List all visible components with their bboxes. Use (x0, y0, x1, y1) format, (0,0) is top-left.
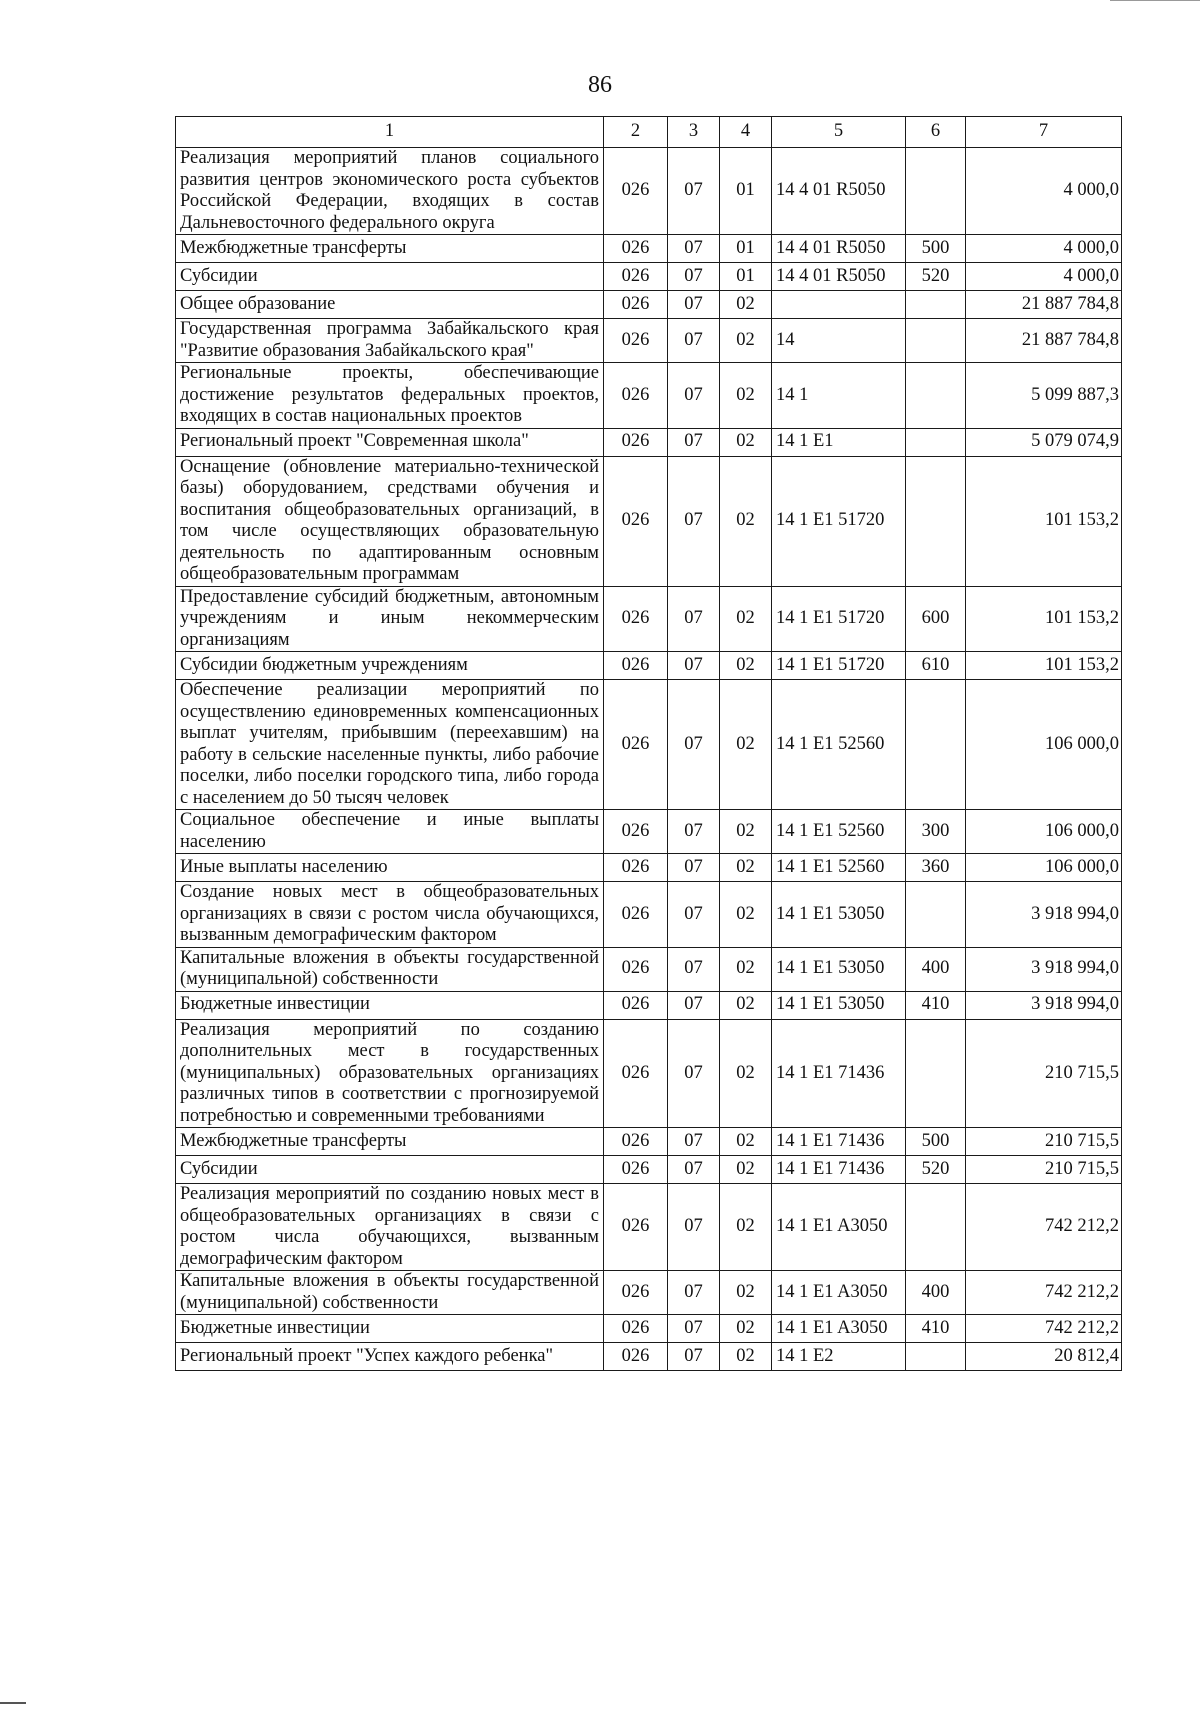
section-code: 07 (668, 428, 720, 456)
amount: 106 000,0 (966, 810, 1122, 854)
amount: 106 000,0 (966, 680, 1122, 810)
admin-code: 026 (604, 652, 668, 680)
subsection-code: 02 (720, 810, 772, 854)
header-cell: 4 (720, 117, 772, 148)
admin-code: 026 (604, 1315, 668, 1343)
subsection-code: 01 (720, 235, 772, 263)
section-code: 07 (668, 1271, 720, 1315)
section-code: 07 (668, 1019, 720, 1128)
subsection-code: 02 (720, 1184, 772, 1271)
item-name: Субсидии (176, 263, 604, 291)
table-row (176, 363, 1122, 429)
header-cell: 5 (772, 117, 906, 148)
admin-code: 026 (604, 882, 668, 948)
target-code: 14 1 E1 52560 (772, 854, 906, 882)
budget-table (175, 116, 1122, 1371)
subsection-code: 02 (720, 456, 772, 586)
expense-type-code: 520 (906, 263, 966, 291)
amount: 3 918 994,0 (966, 947, 1122, 991)
section-code: 07 (668, 652, 720, 680)
item-name: Региональные проекты, обеспечивающие достижение результатов федеральных проектов, входящих в состав национальных проектов (176, 363, 604, 429)
table-row (176, 1271, 1122, 1315)
item-name: Реализация мероприятий по созданию дополнительных мест в государственных (муниципальных) образовательных организациях различных типов в соответствии с прогнозируемой потребностью и современными требованиями (176, 1019, 604, 1128)
subsection-code: 02 (720, 363, 772, 429)
item-name: Государственная программа Забайкальского края "Развитие образования Забайкальского края" (176, 319, 604, 363)
expense-type-code (906, 363, 966, 429)
expense-type-code: 610 (906, 652, 966, 680)
admin-code: 026 (604, 586, 668, 652)
item-name: Оснащение (обновление материально-технической базы) оборудованием, средствами обучения и воспитания общеобразовательных организаций, в том числе осуществляющих образовательную деятельность по адаптированным основным общеобразовательным программам (176, 456, 604, 586)
table-row (176, 1343, 1122, 1371)
expense-type-code (906, 319, 966, 363)
admin-code: 026 (604, 1156, 668, 1184)
table-row (176, 148, 1122, 235)
target-code (772, 291, 906, 319)
amount: 5 099 887,3 (966, 363, 1122, 429)
target-code: 14 1 E1 A3050 (772, 1184, 906, 1271)
expense-type-code (906, 148, 966, 235)
admin-code: 026 (604, 1184, 668, 1271)
expense-type-code (906, 456, 966, 586)
target-code: 14 1 E1 (772, 428, 906, 456)
item-name: Бюджетные инвестиции (176, 1315, 604, 1343)
section-code: 07 (668, 810, 720, 854)
amount: 21 887 784,8 (966, 319, 1122, 363)
expense-type-code (906, 1019, 966, 1128)
admin-code: 026 (604, 291, 668, 319)
table-row (176, 1184, 1122, 1271)
page-number: 86 (588, 72, 612, 98)
table-row (176, 947, 1122, 991)
amount: 210 715,5 (966, 1156, 1122, 1184)
admin-code: 026 (604, 1343, 668, 1371)
table-row (176, 1315, 1122, 1343)
target-code: 14 1 E1 53050 (772, 947, 906, 991)
section-code: 07 (668, 319, 720, 363)
target-code: 14 1 E1 71436 (772, 1128, 906, 1156)
subsection-code: 02 (720, 947, 772, 991)
table-row (176, 1019, 1122, 1128)
expense-type-code: 300 (906, 810, 966, 854)
target-code: 14 1 E1 71436 (772, 1156, 906, 1184)
amount: 4 000,0 (966, 263, 1122, 291)
section-code: 07 (668, 882, 720, 948)
amount: 20 812,4 (966, 1343, 1122, 1371)
admin-code: 026 (604, 854, 668, 882)
admin-code: 026 (604, 319, 668, 363)
section-code: 07 (668, 363, 720, 429)
expense-type-code: 600 (906, 586, 966, 652)
table-row (176, 854, 1122, 882)
item-name: Обеспечение реализации мероприятий по осуществлению единовременных компенсационных выплат учителям, прибывшим (переехавшим) на работу в сельские населенные пункты, либо рабочие поселки, либо поселки городского типа, либо города с населением до 50 тысяч человек (176, 680, 604, 810)
section-code: 07 (668, 1156, 720, 1184)
header-cell: 6 (906, 117, 966, 148)
subsection-code: 01 (720, 148, 772, 235)
table-row (176, 291, 1122, 319)
expense-type-code: 520 (906, 1156, 966, 1184)
target-code: 14 1 E1 52560 (772, 680, 906, 810)
target-code: 14 1 E1 71436 (772, 1019, 906, 1128)
table-row (176, 652, 1122, 680)
item-name: Субсидии (176, 1156, 604, 1184)
item-name: Социальное обеспечение и иные выплаты населению (176, 810, 604, 854)
amount: 742 212,2 (966, 1271, 1122, 1315)
amount: 4 000,0 (966, 235, 1122, 263)
subsection-code: 02 (720, 1156, 772, 1184)
amount: 21 887 784,8 (966, 291, 1122, 319)
expense-type-code (906, 1184, 966, 1271)
subsection-code: 02 (720, 991, 772, 1019)
table-row (176, 586, 1122, 652)
expense-type-code (906, 1343, 966, 1371)
amount: 3 918 994,0 (966, 882, 1122, 948)
target-code: 14 1 E1 51720 (772, 652, 906, 680)
subsection-code: 02 (720, 291, 772, 319)
expense-type-code: 410 (906, 1315, 966, 1343)
expense-type-code: 410 (906, 991, 966, 1019)
amount: 5 079 074,9 (966, 428, 1122, 456)
section-code: 07 (668, 680, 720, 810)
expense-type-code (906, 882, 966, 948)
admin-code: 026 (604, 235, 668, 263)
target-code: 14 1 E2 (772, 1343, 906, 1371)
table-row (176, 456, 1122, 586)
subsection-code: 02 (720, 319, 772, 363)
subsection-code: 02 (720, 586, 772, 652)
subsection-code: 02 (720, 1271, 772, 1315)
target-code: 14 4 01 R5050 (772, 235, 906, 263)
section-code: 07 (668, 991, 720, 1019)
section-code: 07 (668, 235, 720, 263)
section-code: 07 (668, 1343, 720, 1371)
amount: 101 153,2 (966, 456, 1122, 586)
subsection-code: 02 (720, 854, 772, 882)
subsection-code: 02 (720, 652, 772, 680)
item-name: Капитальные вложения в объекты государственной (муниципальной) собственности (176, 1271, 604, 1315)
amount: 742 212,2 (966, 1184, 1122, 1271)
scan-edge-mark (1110, 0, 1200, 1)
section-code: 07 (668, 1128, 720, 1156)
item-name: Реализация мероприятий по созданию новых мест в общеобразовательных организациях в связи с ростом числа обучающихся, вызванным демографическим фактором (176, 1184, 604, 1271)
table-row (176, 319, 1122, 363)
expense-type-code: 360 (906, 854, 966, 882)
item-name: Иные выплаты населению (176, 854, 604, 882)
admin-code: 026 (604, 1019, 668, 1128)
table-row (176, 235, 1122, 263)
admin-code: 026 (604, 148, 668, 235)
table-row (176, 991, 1122, 1019)
item-name: Общее образование (176, 291, 604, 319)
amount: 4 000,0 (966, 148, 1122, 235)
target-code: 14 1 E1 A3050 (772, 1271, 906, 1315)
target-code: 14 (772, 319, 906, 363)
expense-type-code (906, 680, 966, 810)
item-name: Капитальные вложения в объекты государственной (муниципальной) собственности (176, 947, 604, 991)
item-name: Межбюджетные трансферты (176, 235, 604, 263)
table-row (176, 810, 1122, 854)
table-row (176, 263, 1122, 291)
amount: 210 715,5 (966, 1019, 1122, 1128)
expense-type-code (906, 291, 966, 319)
section-code: 07 (668, 456, 720, 586)
section-code: 07 (668, 291, 720, 319)
item-name: Субсидии бюджетным учреждениям (176, 652, 604, 680)
target-code: 14 1 E1 53050 (772, 991, 906, 1019)
table-row (176, 428, 1122, 456)
admin-code: 026 (604, 1128, 668, 1156)
section-code: 07 (668, 1184, 720, 1271)
item-name: Межбюджетные трансферты (176, 1128, 604, 1156)
target-code: 14 1 E1 A3050 (772, 1315, 906, 1343)
header-cell: 1 (176, 117, 604, 148)
item-name: Реализация мероприятий планов социального развития центров экономического роста субъектов Российской Федерации, входящих в состав Дальневосточного федерального округа (176, 148, 604, 235)
item-name: Региональный проект "Современная школа" (176, 428, 604, 456)
subsection-code: 01 (720, 263, 772, 291)
table-row (176, 882, 1122, 948)
target-code: 14 1 E1 51720 (772, 586, 906, 652)
target-code: 14 4 01 R5050 (772, 263, 906, 291)
section-code: 07 (668, 1315, 720, 1343)
admin-code: 026 (604, 991, 668, 1019)
amount: 101 153,2 (966, 652, 1122, 680)
header-cell: 3 (668, 117, 720, 148)
target-code: 14 1 E1 53050 (772, 882, 906, 948)
amount: 3 918 994,0 (966, 991, 1122, 1019)
expense-type-code: 400 (906, 1271, 966, 1315)
table-row (176, 1128, 1122, 1156)
section-code: 07 (668, 947, 720, 991)
table-row (176, 680, 1122, 810)
section-code: 07 (668, 854, 720, 882)
subsection-code: 02 (720, 680, 772, 810)
header-cell: 2 (604, 117, 668, 148)
admin-code: 026 (604, 1271, 668, 1315)
expense-type-code: 500 (906, 235, 966, 263)
admin-code: 026 (604, 363, 668, 429)
target-code: 14 4 01 R5050 (772, 148, 906, 235)
expense-type-code (906, 428, 966, 456)
admin-code: 026 (604, 810, 668, 854)
expense-type-code: 400 (906, 947, 966, 991)
item-name: Региональный проект "Успех каждого ребенка" (176, 1343, 604, 1371)
header-row (176, 117, 1122, 148)
admin-code: 026 (604, 680, 668, 810)
amount: 101 153,2 (966, 586, 1122, 652)
expense-type-code: 500 (906, 1128, 966, 1156)
scan-edge-mark (0, 1702, 26, 1704)
amount: 742 212,2 (966, 1315, 1122, 1343)
subsection-code: 02 (720, 1343, 772, 1371)
subsection-code: 02 (720, 1128, 772, 1156)
admin-code: 026 (604, 428, 668, 456)
header-cell: 7 (966, 117, 1122, 148)
subsection-code: 02 (720, 882, 772, 948)
subsection-code: 02 (720, 1315, 772, 1343)
item-name: Предоставление субсидий бюджетным, автономным учреждениям и иным некоммерческим организациям (176, 586, 604, 652)
subsection-code: 02 (720, 428, 772, 456)
amount: 210 715,5 (966, 1128, 1122, 1156)
item-name: Бюджетные инвестиции (176, 991, 604, 1019)
subsection-code: 02 (720, 1019, 772, 1128)
admin-code: 026 (604, 263, 668, 291)
admin-code: 026 (604, 456, 668, 586)
admin-code: 026 (604, 947, 668, 991)
table-row (176, 1156, 1122, 1184)
item-name: Создание новых мест в общеобразовательных организациях в связи с ростом числа обучающихся, вызванным демографическим фактором (176, 882, 604, 948)
section-code: 07 (668, 586, 720, 652)
amount: 106 000,0 (966, 854, 1122, 882)
target-code: 14 1 E1 52560 (772, 810, 906, 854)
target-code: 14 1 (772, 363, 906, 429)
target-code: 14 1 E1 51720 (772, 456, 906, 586)
section-code: 07 (668, 148, 720, 235)
section-code: 07 (668, 263, 720, 291)
